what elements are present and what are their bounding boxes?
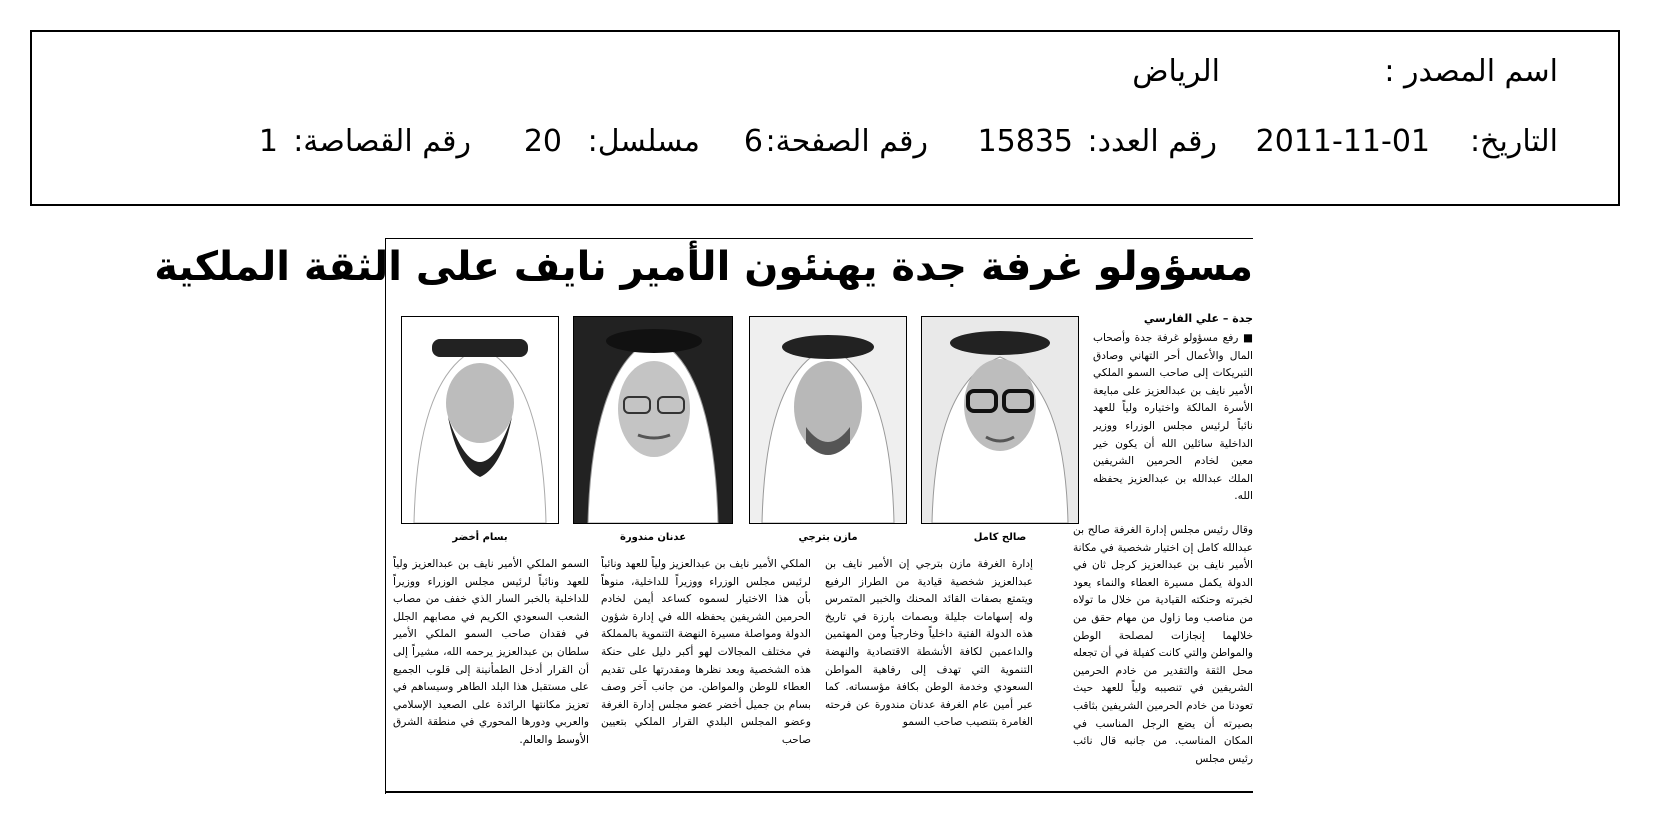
portrait-icon [402,317,558,523]
page-value: 6 [743,124,763,159]
caption-adnan-mandoura: عدنان مندورة [619,532,687,543]
article-paragraph: إدارة الغرفة مازن بترجي إن الأمير نايف بن عبدالعزيز شخصية قيادية من الطراز الرفيع ويتمتع بصفات القائد المحنك والخبير المتمرس وله إسهامات جليلة وبصمات بارزة في تاريخ هذه الدولة الفتية داخلياً وخارجياً ومن المهتمين والداعمين لكافة الأنشطة الاقتصادية والنهضة التنموية التي تهدف إلى رفاهية المواطن السعودي وخدمة الوطن بكافة مؤسساته. كما عبر أمين عام الغرفة عدنان مندورة عن فرحته الغامرة بتنصيب صاحب السمو [825,558,1033,729]
article-dateline: جدة – علي الفارسي [1143,312,1253,325]
clip-label: رقم القصاصة: [293,124,471,159]
article-paragraph: وقال رئيس مجلس إدارة الغرفة صالح بن عبدالله كامل إن اختيار شخصية في مكانة الأمير نايف بن عبدالعزيز كرجل ثان في الدولة يكمل مسيرة العطاء والنماء يعود لخبرته وحنكته القيادية من خلال ما تولاه من مناصب وما زاول من مهام حقق من خلالهما إنجازات لمصلحة الوطن والمواطن والتي كانت كفيلة في أن تجعله محل الثقة والتقدير من خادم الحرمين الشريفين في تنصيبه ولياً للعهد حيث تعودنا من خادم الحرمين الشريفين بثاقب بصيرته أن يضع الرجل المناسب في المكان المناسب. من جانبه قال نائب رئيس مجلس [1073,524,1253,765]
serial-label: مسلسل: [587,124,700,159]
article-paragraph: الملكي الأمير نايف بن عبدالعزيز ولياً للعهد ونائباً لرئيس مجلس الوزراء ووزيراً للداخلية، منوهاً بأن هذا الاختيار لسموه كساعد أيمن لخادم الحرمين الشريفين يحفظه الله في إدارة شؤون الدولة ومواصلة مسيرة النهضة التنموية بالمملكة في مختلف المجالات لهو أكبر دليل على حنكة هذه الشخصية وبعد نظرها ومقدرتها على تقديم العطاء للوطن والمواطن. من جانب آخر وصف بسام بن جميل أخضر عضو مجلس إدارة الغرفة وعضو المجلس البلدي القرار الملكي بتعيين صاحب [601,558,811,746]
article-column-1-top [1093,330,1253,522]
issue-value: 15835 [977,124,1073,159]
issue-label: رقم العدد: [1087,124,1217,159]
photo-saleh-kamel [921,316,1079,524]
serial-value: 20 [523,124,562,159]
page-label: رقم الصفحة: [765,124,928,159]
article-column-4 [393,556,589,786]
date-value: 2011-11-01 [1255,124,1430,159]
article-column-3 [601,556,811,786]
article-column-2 [825,556,1033,786]
caption-mazen-batterjee: مازن بترجي [798,532,858,543]
portrait-icon [574,317,732,523]
clipping-top-rule [385,238,1253,239]
portrait-icon [922,317,1078,523]
portrait-icon [750,317,906,523]
date-label: التاريخ: [1470,124,1558,159]
caption-saleh-kamel: صالح كامل [973,532,1027,543]
article-headline: مسؤولو غرفة جدة يهنئون الأمير نايف على الثقة الملكية [154,244,1253,290]
source-value: الرياض [1132,54,1220,89]
article-paragraph: ■ رفع مسؤولو غرفة جدة وأصحاب المال والأعمال أحر التهاني وصادق التبريكات إلى صاحب السمو الملكي الأمير نايف بن عبدالعزيز على مبايعة الأسرة المالكة واختياره ولياً للعهد نائباً لرئيس مجلس الوزراء ووزير الداخلية سائلين الله أن يكون خير معين لخادم الحرمين الشريفين الملك عبدالله بن عبدالعزيز يحفظه الله. [1093,332,1253,503]
newspaper-clipping [154,238,1253,794]
clip-value: 1 [258,124,278,159]
metadata-box [30,30,1620,206]
clipping-left-rule [385,238,386,794]
photo-adnan-mandoura [573,316,733,524]
source-label: اسم المصدر : [1384,54,1558,89]
article-paragraph: السمو الملكي الأمير نايف بن عبدالعزيز ولياً للعهد ونائباً لرئيس مجلس الوزراء ووزيراً للداخلية بالخبر السار الذي خفف من مصاب الشعب السعودي الكريم في مصابهم الجلل في فقدان صاحب السمو الملكي الأمير سلطان بن عبدالعزيز يرحمه الله، مشيراً إلى أن القرار أدخل الطمأنينة إلى قلوب الجميع على مستقبل هذا البلد الطاهر وسيساهم في تعزيز مكانتها الرائدة على الصعيد الإسلامي والعربي ودورها المحوري في منطقة الشرق الأوسط والعالم. [393,558,589,746]
photo-mazen-batterjee [749,316,907,524]
article-column-1-bottom [1073,522,1253,786]
photo-bassam-akhdar [401,316,559,524]
caption-bassam-akhdar: بسام أخضر [452,532,508,543]
clipping-bottom-rule [385,791,1253,793]
